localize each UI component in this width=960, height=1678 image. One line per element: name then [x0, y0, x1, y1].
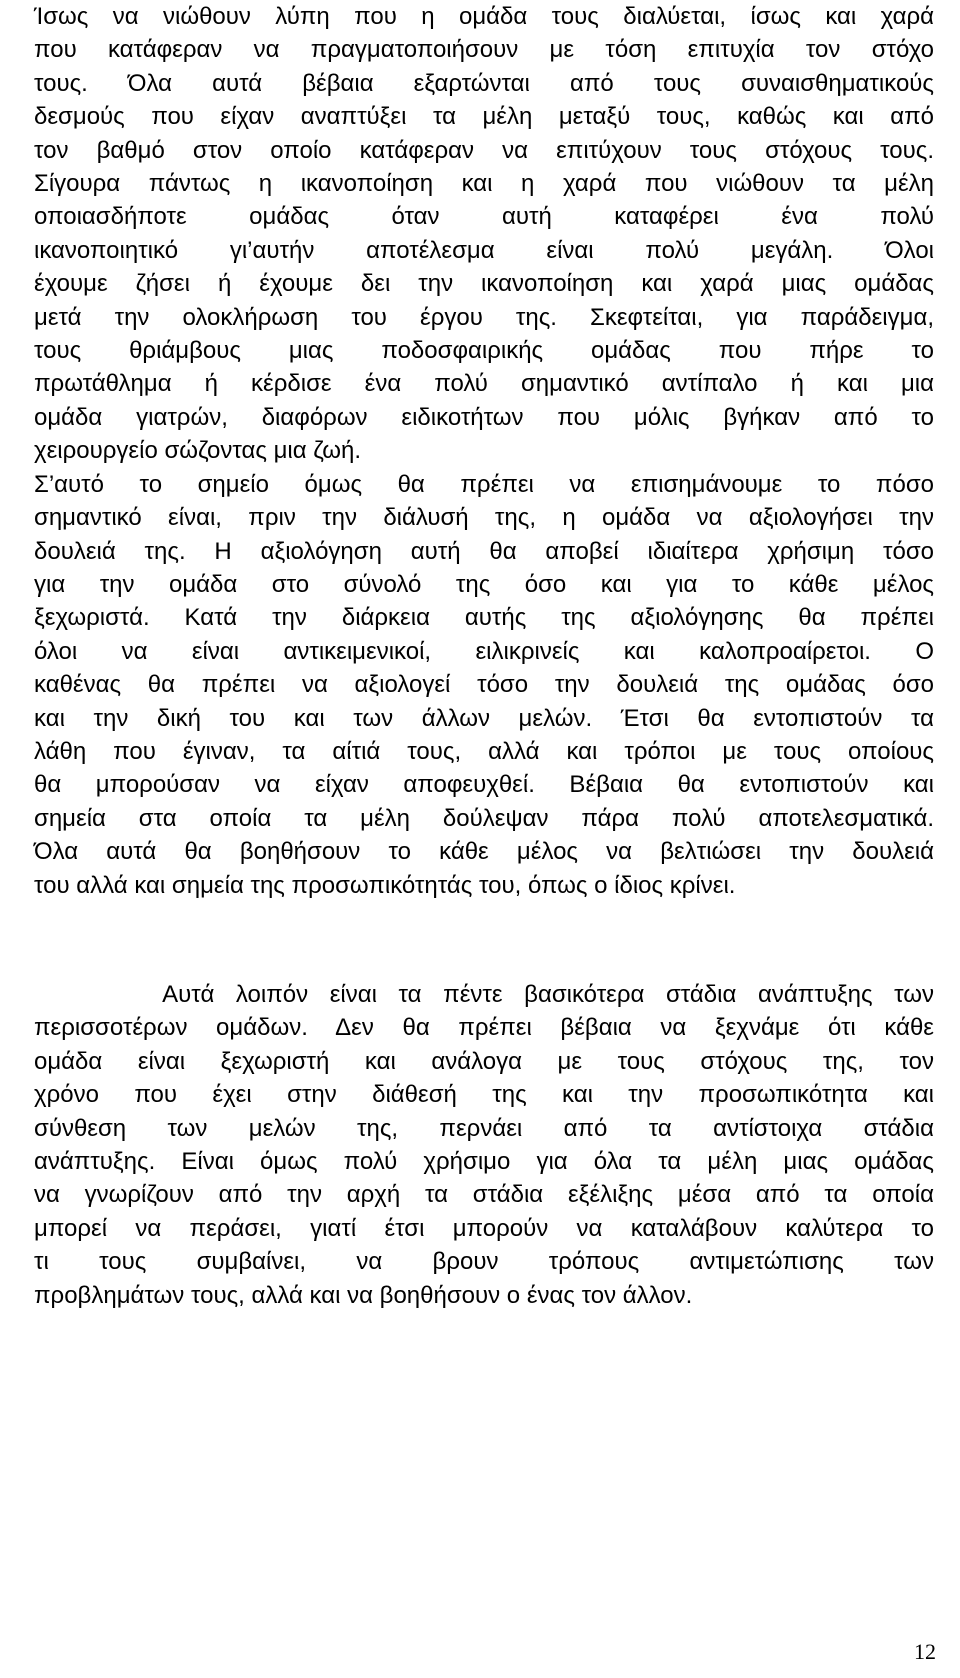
text-line: οποιασδήποτε ομάδας όταν αυτή καταφέρει ένα πολύ — [34, 203, 934, 231]
text-line: για την ομάδα στο σύνολό της όσο και για το κάθε μέλος — [34, 570, 934, 598]
text-line: πρωτάθλημα ή κέρδισε ένα πολύ σημαντικό αντίπαλο ή και μια — [34, 370, 934, 398]
document-body — [34, 0, 934, 1309]
text-line: μπορεί να περάσει, γιατί έτσι μπορούν να καταλάβουν καλύτερα το — [34, 1214, 934, 1242]
text-line: δουλειά της. Η αξιολόγηση αυτή θα αποβεί ιδιαίτερα χρήσιμη τόσο — [34, 537, 934, 565]
text-line: θα μπορούσαν να είχαν αποφευχθεί. Βέβαια θα εντοπιστούν και — [34, 771, 934, 799]
text-line: Σ’αυτό το σημείο όμως θα πρέπει να επισημάνουμε το πόσο — [34, 470, 934, 498]
text-line: Αυτά λοιπόν είναι τα πέντε βασικότερα στάδια ανάπτυξης των — [34, 981, 934, 1008]
paragraph-2 — [34, 468, 934, 902]
text-line: ανάπτυξης. Είναι όμως πολύ χρήσιμο για όλα τα μέλη μιας ομάδας — [34, 1148, 934, 1176]
text-line: Όλα αυτά θα βοηθήσουν το κάθε μέλος να βελτιώσει την δουλειά — [34, 838, 934, 866]
text-line: έχουμε ζήσει ή έχουμε δει την ικανοποίηση και χαρά μιας ομάδας — [34, 270, 934, 298]
text-line: σημαντικό είναι, πριν την διάλυσή της, η ομάδα να αξιολογήσει την — [34, 504, 934, 532]
text-line: Ίσως να νιώθουν λύπη που η ομάδα τους διαλύεται, ίσως και χαρά — [34, 3, 934, 30]
text-line: Σίγουρα πάντως η ικανοποίηση και η χαρά που νιώθουν τα μέλη — [34, 170, 934, 198]
paragraph-3 — [34, 978, 934, 1312]
text-line: όλοι να είναι αντικειμενικοί, ειλικρινείς και καλοπροαίρετοι. Ο — [34, 637, 934, 665]
text-line: ομάδα είναι ξεχωριστή και ανάλογα με τους στόχους της, τον — [34, 1047, 934, 1075]
text-line: περισσοτέρων ομάδων. Δεν θα πρέπει βέβαια να ξεχνάμε ότι κάθε — [34, 1014, 934, 1042]
text-line: χρόνο που έχει στην διάθεσή της και την προσωπικότητα και — [34, 1081, 934, 1109]
text-line: ομάδα γιατρών, διαφόρων ειδικοτήτων που μόλις βγήκαν από το — [34, 403, 934, 431]
text-line: τον βαθμό στον οποίο κατάφεραν να επιτύχουν τους στόχους τους. — [34, 136, 934, 164]
text-line: χειρουργείο σώζοντας μια ζωή. — [34, 437, 362, 465]
text-line: να γνωρίζουν από την αρχή τα στάδια εξέλιξης μέσα από τα οποία — [34, 1181, 934, 1209]
text-line: τους. Όλα αυτά βέβαια εξαρτώνται από τους συναισθηματικούς — [34, 69, 934, 97]
text-line: προβλημάτων τους, αλλά και να βοηθήσουν ο ένας τον άλλον. — [34, 1281, 693, 1309]
text-line: σημεία στα οποία τα μέλη δούλεψαν πάρα πολύ αποτελεσματικά. — [34, 804, 934, 832]
page-number: 12 — [914, 1639, 936, 1664]
text-line: ξεχωριστά. Κατά την διάρκεια αυτής της αξιολόγησης θα πρέπει — [34, 604, 934, 632]
text-line: δεσμούς που είχαν αναπτύξει τα μέλη μεταξύ τους, καθώς και από — [34, 103, 934, 131]
paragraph-1 — [34, 0, 934, 468]
text-line: μετά την ολοκλήρωση του έργου της. Σκεφτείται, για παράδειγμα, — [34, 303, 934, 331]
text-line: και την δική του και των άλλων μελών. Έτσι θα εντοπιστούν τα — [34, 704, 934, 732]
text-line: τους θριάμβους μιας ποδοσφαιρικής ομάδας που πήρε το — [34, 337, 934, 365]
text-line: τι τους συμβαίνει, να βρουν τρόπους αντιμετώπισης των — [34, 1248, 934, 1276]
text-line: του αλλά και σημεία της προσωπικότητάς του, όπως ο ίδιος κρίνει. — [34, 871, 736, 899]
text-line: σύνθεση των μελών της, περνάει από τα αντίστοιχα στάδια — [34, 1114, 934, 1142]
text-line: που κατάφεραν να πραγματοποιήσουν με τόση επιτυχία τον στόχο — [34, 36, 934, 64]
text-line: ικανοποιητικό γι’αυτήν αποτέλεσμα είναι πολύ μεγάλη. Όλοι — [34, 236, 934, 264]
text-line: λάθη που έγιναν, τα αίτιά τους, αλλά και τρόποι με τους οποίους — [34, 737, 934, 765]
text-line: καθένας θα πρέπει να αξιολογεί τόσο την δουλειά της ομάδας όσο — [34, 671, 934, 699]
